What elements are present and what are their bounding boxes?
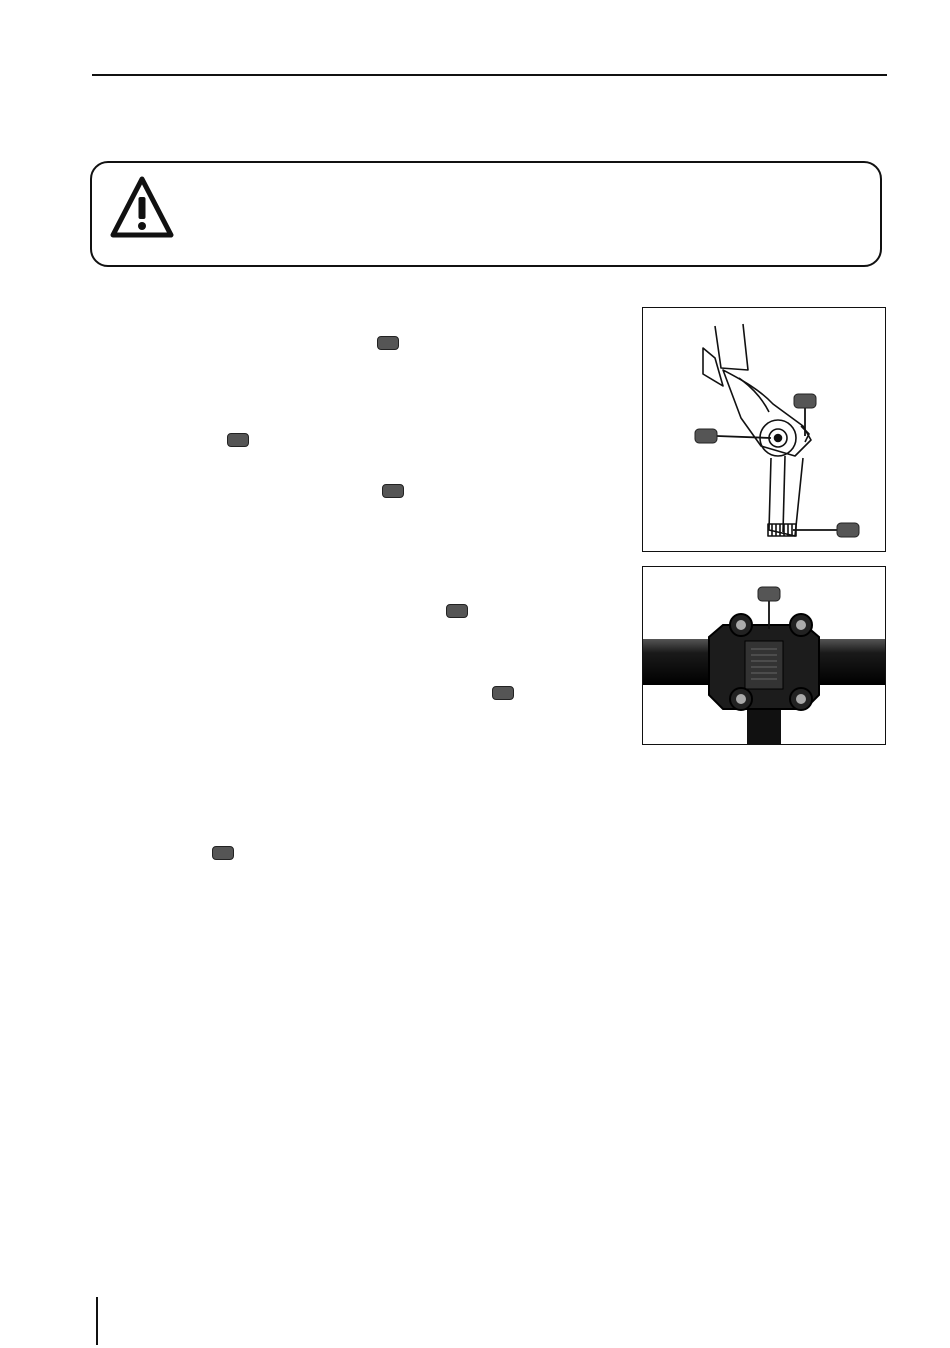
- handlebar-clamp-photo: [642, 566, 886, 745]
- callout-marker: [227, 433, 249, 447]
- callout-marker: [794, 394, 816, 408]
- callout-marker: [212, 846, 234, 860]
- callout-marker: [758, 587, 780, 601]
- callout-marker: [695, 429, 717, 443]
- warning-box: [90, 161, 882, 267]
- callout-marker: [492, 686, 514, 700]
- callout-marker: [382, 484, 404, 498]
- header-rule: [92, 74, 887, 76]
- warning-triangle-icon: [110, 175, 174, 239]
- stem-illustration: [642, 307, 886, 552]
- callout-marker: [446, 604, 468, 618]
- callout-marker: [377, 336, 399, 350]
- callout-marker: [837, 523, 859, 537]
- page-edge-rule: [96, 1297, 98, 1345]
